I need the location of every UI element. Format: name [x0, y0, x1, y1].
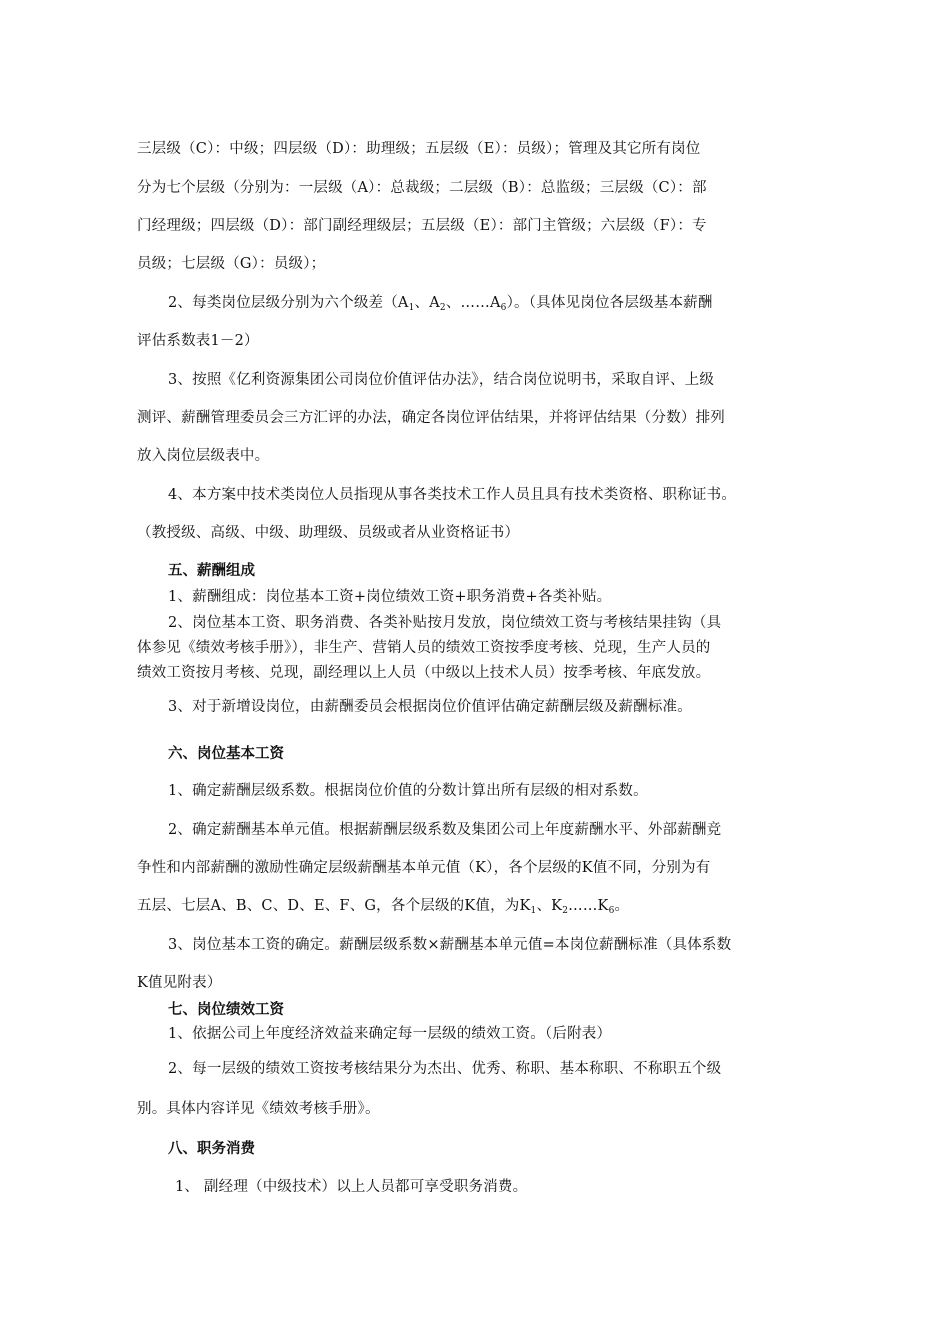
text-line: K值见附表）	[137, 975, 222, 991]
text-line: 别。具体内容详见《绩效考核手册》。	[137, 1101, 380, 1117]
text-line: 2、确定薪酬基本单元值。根据薪酬层级系数及集团公司上年度薪酬水平、外部薪酬竞	[168, 822, 722, 838]
text-line: 4、本方案中技术类岗位人员指现从事各类技术工作人员且具有技术类资格、职称证书。	[168, 487, 737, 503]
text-line: 1、 副经理（中级技术）以上人员都可享受职务消费。	[175, 1179, 528, 1195]
text-line: 3、对于新增设岗位，由薪酬委员会根据岗位价值评估确定薪酬层级及薪酬标准。	[168, 699, 692, 715]
text-line: 2、岗位基本工资、职务消费、各类补贴按月发放，岗位绩效工资与考核结果挂钩（具	[168, 615, 722, 631]
text-line: 分为七个层级（分别为：一层级（A）：总裁级；二层级（B）：总监级；三层级（C）：部	[137, 180, 707, 196]
paragraph-k-values: 五层、七层A、B、C、D、E、F、G，各个层级的K值，为$K_1$、$K_2\dots\dots K_6$。	[137, 898, 630, 916]
text-line: 1、依据公司上年度经济效益来确定每一层级的绩效工资。（后附表）	[168, 1026, 612, 1042]
section-heading-8: 八、职务消费	[168, 1141, 255, 1157]
text-line: 争性和内部薪酬的激励性确定层级薪酬基本单元值（K），各个层级的K值不同，分别为有	[137, 860, 711, 876]
text-line: 3、岗位基本工资的确定。薪酬层级系数×薪酬基本单元值=本岗位薪酬标准（具体系数	[168, 937, 732, 953]
text-line: 2、每一层级的绩效工资按考核结果分为杰出、优秀、称职、基本称职、不称职五个级	[168, 1061, 722, 1077]
text-line: 评估系数表1－2）	[137, 333, 259, 349]
text-line: 放入岗位层级表中。	[137, 448, 270, 464]
text-line: 绩效工资按月考核、兑现，副经理以上人员（中级以上技术人员）按季考核、年底发放。	[137, 665, 711, 681]
paragraph-level-grades: 2、每类岗位层级分别为六个级差（$A_1$、$A_2$、$\dots\dots A_6$）。（具体见岗位各层级基本薪酬	[168, 295, 713, 313]
text-line: 3、按照《亿利资源集团公司岗位价值评估办法》，结合岗位说明书，采取自评、上级	[168, 372, 715, 388]
text-line: 测评、薪酬管理委员会三方汇评的办法，确定各岗位评估结果，并将评估结果（分数）排列	[137, 410, 725, 426]
section-heading-6: 六、岗位基本工资	[168, 746, 284, 762]
section-heading-7: 七、岗位绩效工资	[168, 1002, 284, 1018]
text-line: 门经理级；四层级（D）：部门副经理级层；五层级（E）：部门主管级；六层级（F）：专	[137, 218, 707, 234]
text-line: 三层级（C）：中级；四层级（D）：助理级；五层级（E）：员级）；管理及其它所有岗位	[137, 141, 701, 157]
text-line: 体参见《绩效考核手册》），非生产、营销人员的绩效工资按季度考核、兑现，生产人员的	[137, 640, 711, 656]
text-line: （教授级、高级、中级、助理级、员级或者从业资格证书）	[137, 525, 520, 541]
section-heading-5: 五、薪酬组成	[168, 563, 255, 579]
text-line: 1、薪酬组成：岗位基本工资+岗位绩效工资+职务消费+各类补贴。	[168, 589, 612, 605]
text-line: 员级；七层级（G）：员级）；	[137, 256, 326, 272]
text-line: 1、确定薪酬层级系数。根据岗位价值的分数计算出所有层级的相对系数。	[168, 783, 648, 799]
